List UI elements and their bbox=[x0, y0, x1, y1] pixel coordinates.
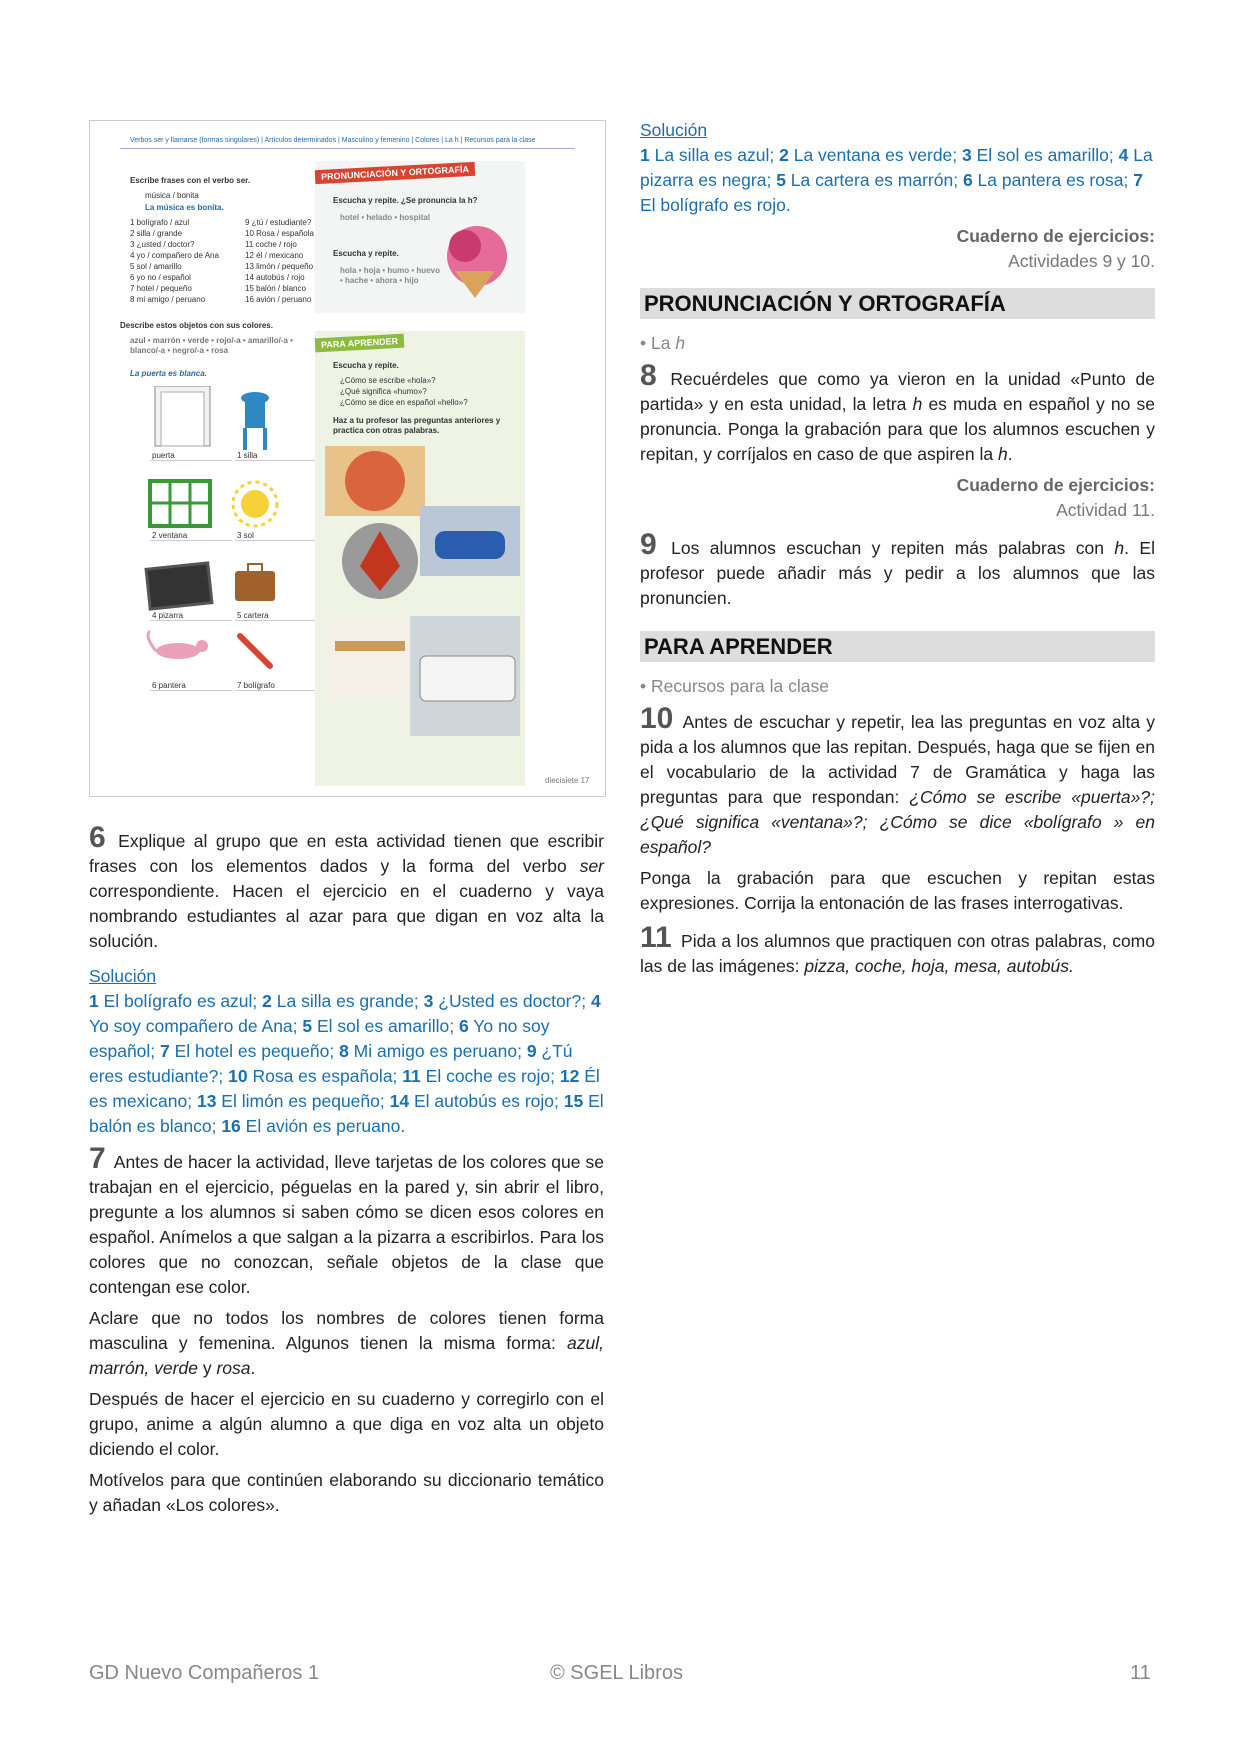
thumb-object-label: 4 pizarra bbox=[150, 611, 232, 621]
left-column bbox=[89, 821, 604, 1524]
thumb-ex6-item: 7 hotel / pequeño bbox=[130, 284, 192, 293]
thumb-ex6-item: 10 Rosa / española bbox=[245, 229, 314, 238]
solution-text: La pizarra es negra; bbox=[640, 145, 1153, 190]
thumb-ex7-title: Describe estos objetos con sus colores. bbox=[120, 321, 273, 330]
solution-text: ¿Usted es doctor?; bbox=[433, 991, 591, 1011]
solution-text: Rosa es española; bbox=[247, 1066, 403, 1086]
thumb-para-box bbox=[315, 331, 525, 786]
thumb-ex6-item: 9 ¿tú / estudiante? bbox=[245, 218, 312, 227]
thumb-objects-grid bbox=[130, 386, 320, 797]
solution-text: El sol es amarillo; bbox=[971, 145, 1119, 165]
paragraph-7c: Después de hacer el ejercicio en su cuaderno y corregirlo con el grupo, anime a algún alumno a que diga en voz alta un objeto diciendo el color. bbox=[89, 1389, 604, 1459]
thumb-ex6-item: 5 sol / amarillo bbox=[130, 262, 182, 271]
footer-page-number: 11 bbox=[1130, 1662, 1151, 1684]
thumb-object-label: 7 bolígrafo bbox=[235, 681, 317, 691]
door-picture bbox=[155, 386, 210, 446]
thumb-ex6-item: 1 bolígrafo / azul bbox=[130, 218, 190, 227]
thumb-ex8-words: hotel • helado • hospital bbox=[340, 213, 431, 222]
solution-text: El hotel es pequeño; bbox=[169, 1041, 340, 1061]
solution-number: 15 bbox=[563, 1091, 584, 1111]
solution-text: El autobús es rojo; bbox=[409, 1091, 564, 1111]
window-picture bbox=[150, 481, 210, 526]
thumb-ex6-item: 2 silla / grande bbox=[130, 229, 183, 238]
section-pronunciacion: PRONUNCIACIÓN Y ORTOGRAFÍA bbox=[640, 288, 1155, 319]
solution-text: La silla es grande; bbox=[271, 991, 424, 1011]
thumb-object-label: 3 sol bbox=[235, 531, 317, 541]
solution-text: La silla es azul; bbox=[649, 145, 780, 165]
solution-number: 4 bbox=[1118, 145, 1129, 165]
footer-title: GD Nuevo Compañeros 1 bbox=[89, 1662, 320, 1684]
paragraph-6: 6 Explique al grupo que en esta actividad tienen que escribir frases con los elementos dados y la forma del verbo ser correspondiente. Hacen el ejercicio en el cuaderno y vaya nombrando estudiantes al azar para que digan en voz alta la solución. bbox=[89, 821, 604, 951]
solution-number: 11 bbox=[402, 1066, 421, 1086]
thumb-ex6-item: 11 coche / rojo bbox=[245, 240, 297, 249]
solution-number: 7 bbox=[1133, 170, 1143, 190]
thumb-ex10-lines bbox=[340, 375, 468, 408]
solution-text: La cartera es marrón; bbox=[785, 170, 963, 190]
thumb-ex6-item: 14 autobús / rojo bbox=[245, 273, 305, 282]
solution-number: 10 bbox=[228, 1066, 248, 1086]
solution-text: El avión es peruano. bbox=[240, 1116, 406, 1136]
thumb-ex8-title: Escucha y repite. ¿Se pronuncia la h? bbox=[333, 196, 478, 205]
blackboard-picture bbox=[146, 563, 212, 609]
thumb-ex9-words: hola • hoja • humo • huevo • hache • ahora • hijo bbox=[340, 266, 440, 285]
bullet-la-h: • La h bbox=[640, 333, 686, 353]
solution-number: 6 bbox=[962, 170, 973, 190]
workbook-ref-2: Cuaderno de ejercicios: Actividad 11. bbox=[956, 475, 1155, 520]
thumb-ex6-item: 3 ¿usted / doctor? bbox=[130, 240, 195, 249]
ice-cream-picture bbox=[435, 216, 520, 301]
solution-number: 12 bbox=[559, 1066, 580, 1086]
solution-number: 5 bbox=[302, 1016, 313, 1036]
panther-picture bbox=[148, 631, 208, 659]
solution-number: 14 bbox=[389, 1091, 410, 1111]
solution-number: 8 bbox=[339, 1041, 349, 1061]
bullet-recursos: • Recursos para la clase bbox=[640, 676, 829, 696]
solution-number: 1 bbox=[640, 145, 650, 165]
solution-number: 3 bbox=[962, 145, 972, 165]
solution-number: 5 bbox=[776, 170, 786, 190]
thumb-ex6-item: 13 limón / pequeño bbox=[245, 262, 314, 271]
solution-title-7: Solución bbox=[640, 120, 708, 140]
solution-6 bbox=[89, 989, 604, 1139]
solution-text: El sol es amarillo; bbox=[312, 1016, 459, 1036]
solution-text: Yo no soy español; bbox=[89, 1016, 550, 1061]
thumb-ex6-example-q: música / bonita bbox=[145, 191, 199, 200]
thumb-ex7-colors: azul • marrón • verde • rojo/-a • amarillo/-a • blanco/-a • negro/-a • rosa bbox=[130, 336, 293, 355]
solution-text: Yo soy compañero de Ana; bbox=[89, 1016, 303, 1036]
thumb-object-label: 5 cartera bbox=[235, 611, 317, 621]
solution-number: 13 bbox=[196, 1091, 217, 1111]
paragraph-11: 11 Pida a los alumnos que practiquen con otras palabras, como las de las imágenes: pizza, coche, hoja, mesa, autobús. bbox=[640, 921, 1155, 976]
paragraph-9: 9 Los alumnos escuchan y repiten más palabras con h. El profesor puede añadir más y pedir a los alumnos que las pronuncien. bbox=[640, 528, 1155, 608]
thumb-object-label: 1 silla bbox=[235, 451, 317, 461]
solution-number: 16 bbox=[221, 1116, 241, 1136]
thumb-ex6-item: 15 balón / blanco bbox=[245, 284, 306, 293]
pen-picture bbox=[240, 636, 270, 666]
thumb-object-label: puerta bbox=[150, 451, 232, 461]
thumb-ex6-item: 16 avión / peruano bbox=[245, 295, 312, 304]
solution-number: 4 bbox=[590, 991, 601, 1011]
solution-number: 2 bbox=[779, 145, 789, 165]
thumb-ex6-item: 12 él / mexicano bbox=[245, 251, 304, 260]
thumb-para-title: PARA APRENDER bbox=[315, 334, 405, 353]
thumb-ex6-list-left bbox=[130, 217, 219, 305]
paragraph-10b: Ponga la grabación para que escuchen y repitan estas expresiones. Corrija la entonación de las frases interrogativas. bbox=[640, 868, 1155, 913]
thumb-ex10-line: ¿Qué significa «humo»? bbox=[340, 387, 427, 396]
paragraph-7b: Aclare que no todos los nombres de colores tienen forma masculina y femenina. Algunos tienen la misma forma: azul, marrón, verde y rosa. bbox=[89, 1308, 604, 1378]
section-para-aprender: PARA APRENDER bbox=[640, 631, 1155, 662]
thumb-ex10-title: Escucha y repite. bbox=[333, 361, 399, 370]
thumb-ex6-example-a: La música es bonita. bbox=[145, 203, 224, 212]
thumb-ex7-example: La puerta es blanca. bbox=[130, 369, 207, 378]
thumb-page-label: diecisiete 17 bbox=[545, 776, 590, 785]
footer-copyright: © SGEL Libros bbox=[550, 1662, 683, 1684]
textbook-page-thumbnail bbox=[89, 120, 606, 797]
thumb-object-label: 6 pantera bbox=[150, 681, 232, 691]
paragraph-8: 8 Recuérdeles que como ya vieron en la unidad «Punto de partida» y en esta unidad, la letra h es muda en español y no se pronuncia. Ponga la grabación para que los alumnos escuchen y repitan, y corríjalos en caso de que aspiren la h. bbox=[640, 359, 1155, 464]
solution-number: 9 bbox=[526, 1041, 537, 1061]
solution-text: ¿Tú eres estudiante?; bbox=[89, 1041, 573, 1086]
thumb-pron-title: PRONUNCIACIÓN Y ORTOGRAFÍA bbox=[315, 162, 476, 184]
thumb-ex6-item: 6 yo no / español bbox=[130, 273, 191, 282]
thumb-ex10-line: ¿Cómo se escribe «hola»? bbox=[340, 376, 436, 385]
solution-number: 3 bbox=[423, 991, 434, 1011]
right-column bbox=[640, 118, 1155, 985]
thumb-header: Verbos ser y llamarse (formas singulares) | Artículos determinados | Masculino y femenino | Colores | La h | Recursos para la clase bbox=[130, 137, 536, 144]
solution-text: El balón es blanco; bbox=[89, 1091, 604, 1136]
thumb-ex11-title: Haz a tu profesor las preguntas anteriores y practica con otras palabras. bbox=[333, 416, 501, 435]
solution-number: 2 bbox=[262, 991, 272, 1011]
solution-text: La pantera es rosa; bbox=[972, 170, 1134, 190]
solution-text: El coche es rojo; bbox=[420, 1066, 560, 1086]
thumb-ex9-title: Escucha y repite. bbox=[333, 249, 399, 258]
solution-7 bbox=[640, 143, 1155, 218]
solution-text: El bolígrafo es rojo. bbox=[640, 195, 791, 215]
solution-text: El bolígrafo es azul; bbox=[98, 991, 263, 1011]
paragraph-10: 10 Antes de escuchar y repetir, lea las preguntas en voz alta y pida a los alumnos que las repitan. Después, haga que se fijen en el vocabulario de la actividad 7 de Gramática y haga las preguntas para que respondan: ¿Cómo se escribe «puerta»?; ¿Qué significa «ventana»?; ¿Cómo se dice «bolígrafo » en español? bbox=[640, 702, 1155, 857]
thumb-object-label: 2 ventana bbox=[150, 531, 232, 541]
thumb-pron-box bbox=[315, 161, 525, 313]
workbook-ref-1: Cuaderno de ejercicios: Actividades 9 y 10. bbox=[956, 226, 1155, 271]
paragraph-7a: 7 Antes de hacer la actividad, lleve tarjetas de los colores que se trabajan en el ejercicio, péguelas en la pared y, sin abrir el libro, pregunte a los alumnos si saben cómo se dicen esos colores en español. Anímelos a que salgan a la pizarra a escribirlos. Para los colores que no conozcan, señale objetos de la clase que contengan ese color. bbox=[89, 1142, 604, 1297]
thumb-ex6-item: 4 yo / compañero de Ana bbox=[130, 251, 219, 260]
thumb-ex6-list-right bbox=[245, 217, 314, 305]
thumb-header-rule bbox=[120, 148, 575, 149]
solution-text: Mi amigo es peruano; bbox=[348, 1041, 527, 1061]
briefcase-picture bbox=[235, 564, 275, 601]
solution-number: 1 bbox=[89, 991, 99, 1011]
chair-picture bbox=[241, 392, 269, 450]
sun-picture bbox=[233, 482, 277, 526]
table-photo bbox=[325, 621, 415, 701]
solution-text: Él es mexicano; bbox=[89, 1066, 600, 1111]
solution-text: La ventana es verde; bbox=[788, 145, 963, 165]
thumb-ex6-title: Escribe frases con el verbo ser. bbox=[130, 176, 251, 185]
paragraph-7d: Motívelos para que continúen elaborando su diccionario temático y añadan «Los colores». bbox=[89, 1470, 604, 1515]
thumb-ex6-item: 8 mi amigo / peruano bbox=[130, 295, 206, 304]
solution-text: El limón es pequeño; bbox=[216, 1091, 390, 1111]
solution-number: 6 bbox=[459, 1016, 469, 1036]
thumb-photo-collage bbox=[325, 446, 520, 781]
solution-title-6: Solución bbox=[89, 966, 157, 986]
thumb-ex10-line: ¿Cómo se dice en español «hello»? bbox=[340, 398, 468, 407]
solution-number: 7 bbox=[160, 1041, 170, 1061]
